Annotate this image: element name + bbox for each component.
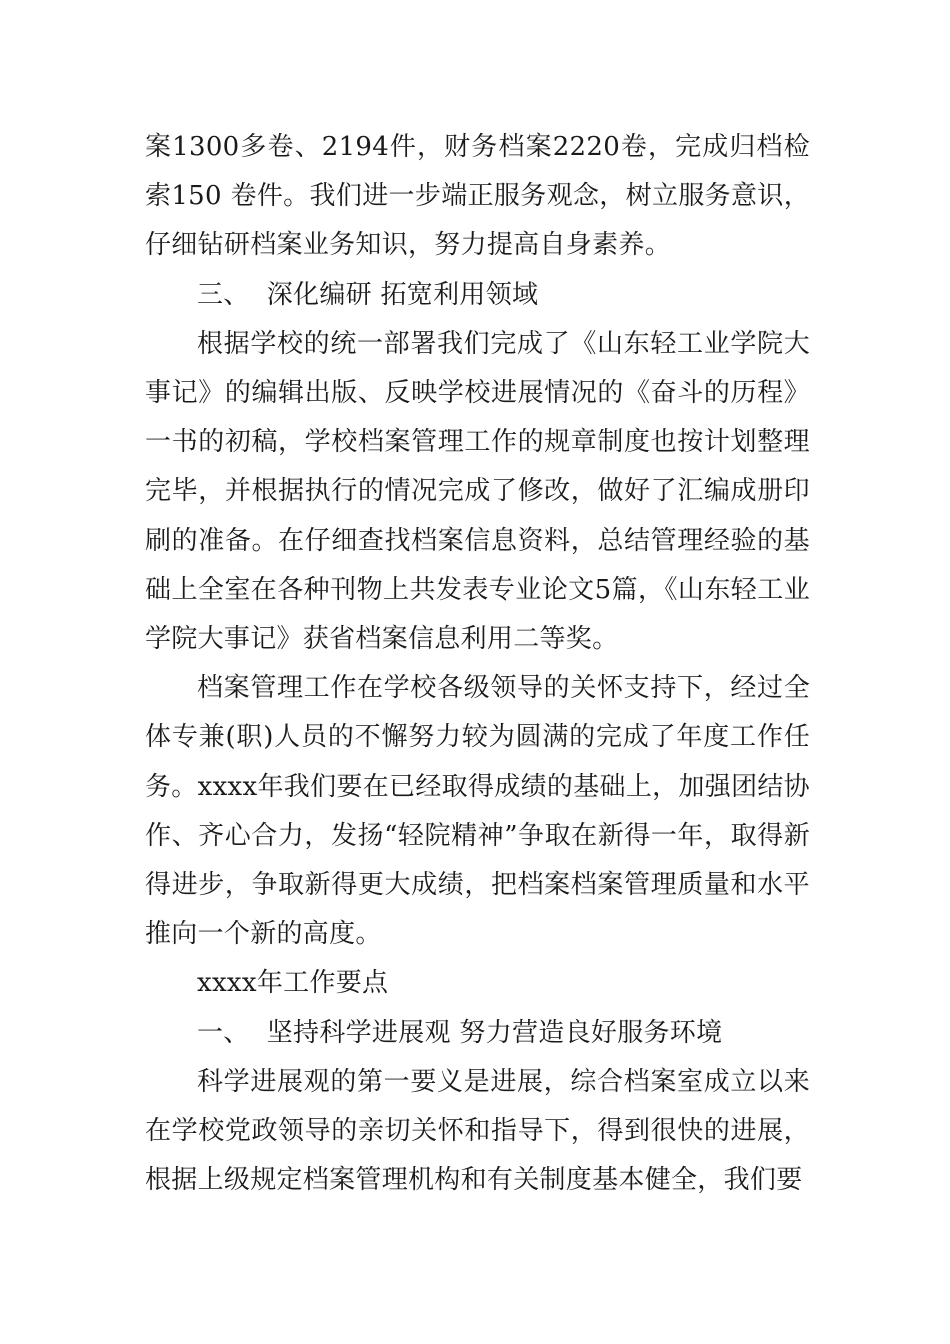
paragraph-summary: 档案管理工作在学校各级领导的关怀支持下，经过全体专兼(职)人员的不懈努力较为圆满的完成了年度工作任务。xxxx年我们要在已经取得成绩的基础上，加强团结协作、齐心合力，发扬“轻院精神”争取在新得一年，取得新得进步，争取新得更大成绩，把档案档案管理质量和水平推向一个新的高度。 — [145, 673, 810, 950]
document-body — [145, 123, 810, 1205]
paragraph-compilation: 根据学校的统一部署我们完成了《山东轻工业学院大事记》的编辑出版、反映学校进展情况的《奋斗的历程》一书的初稿，学校档案管理工作的规章制度也按计划整理完毕，并根据执行的情况完成了修改，做好了汇编成册印刷的准备。在仔细查找档案信息资料，总结管理经验的基础上全室在各种刊物上共发表专业论文5篇，《山东轻工业学院大事记》获省档案信息利用二等奖。 — [145, 328, 810, 655]
section-heading-three: 三、 深化编研 拓宽利用领域 — [197, 279, 539, 310]
section-heading-one: 一、 坚持科学进展观 努力营造良好服务环境 — [197, 1017, 723, 1048]
work-points-heading: xxxx年工作要点 — [197, 968, 389, 999]
paragraph-development: 科学进展观的第一要义是进展，综合档案室成立以来在学校党政领导的亲切关怀和指导下，得到很快的进展，根据上级规定档案管理机构和有关制度基本健全，我们要 — [145, 1066, 810, 1196]
paragraph-continued: 案1300多卷、2194件，财务档案2220卷，完成归档检索150 卷件。我们进一步端正服务观念，树立服务意识，仔细钻研档案业务知识，努力提高自身素养。 — [145, 132, 810, 261]
